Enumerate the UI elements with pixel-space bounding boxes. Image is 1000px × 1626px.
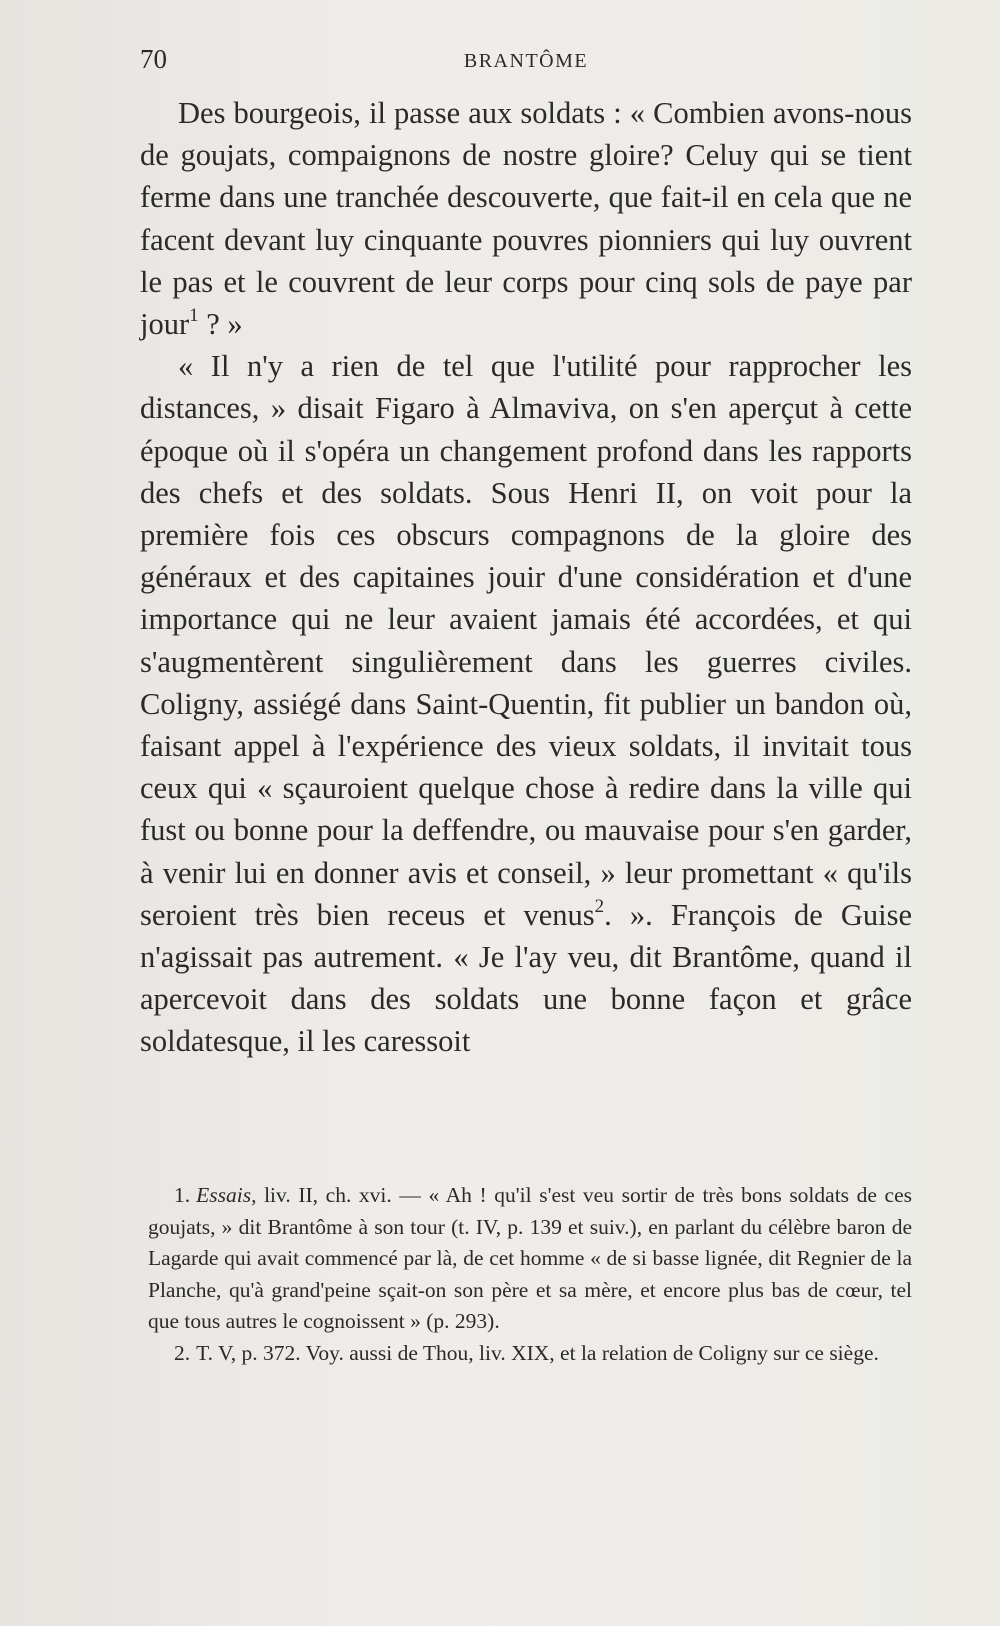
paragraph xyxy=(140,92,912,345)
footnote-source: Essais, xyxy=(196,1183,257,1207)
footnote xyxy=(148,1180,912,1338)
page-number: 70 xyxy=(140,44,167,74)
paragraph xyxy=(140,345,912,1062)
footnote-text: T. V, p. 372. Voy. aussi de Thou, liv. XIX, et la relation de Coligny sur ce siège. xyxy=(196,1340,879,1365)
running-head: BRANTÔME xyxy=(463,50,589,72)
footnotes xyxy=(148,1180,912,1369)
paragraph-text: « Il n'y a rien de tel que l'utilité pour rapprocher les distances, » disait Figaro à Almaviva, on s'en aperçut à cette époque où il s'opéra un changement profond dans les rapports des chefs et des soldats. Sous Henri II, on voit pour la première fois ces obscurs compagnons de la gloire des généraux et des capitaines jouir d'une considération et d'une importance qui ne leur avaient jamais été accordées, et qui s'augmentèrent singulièrement dans les guerres civiles. Coligny, assiégé dans Saint-Quentin, fit publier un bandon où, faisant appel à l'expérience des vieux soldats, il invitait tous ceux qui « sçauroient quelque chose à redire dans la ville qui fust ou bonne pour la deffendre, ou mauvaise pour s'en garder, à venir lui en donner avis et conseil, » leur promettant « qu'ils seroient très bien receus et venus xyxy=(140,349,912,932)
footnote-text: liv. II, ch. xvi. — « Ah ! qu'il s'est veu sortir de très bons soldats de ces goujats, » dit Brantôme à son tour (t. IV, p. 139 et suiv.), en parlant du célèbre baron de Lagarde qui avait commencé par là, de cet homme « de si basse lignée, dit Regnier de la Planche, qu'à grand'peine sçait-on son père et sa mère, et encore plus bas de cœur, tel que tous autres le cognoissent » (p. 293). xyxy=(148,1183,912,1333)
paragraph-text: . ». François de Guise n'agissait pas autrement. « Je l'ay veu, dit Brantôme, quand il apercevoit dans des soldats une bonne façon et grâce soldatesque, il les caressoit xyxy=(140,897,913,1059)
footnote-ref: 2 xyxy=(594,895,605,917)
footnote-number: 2. xyxy=(174,1340,191,1365)
page-header xyxy=(140,44,912,84)
footnote-number: 1. xyxy=(174,1183,191,1207)
paragraph-text: ? » xyxy=(198,307,243,342)
footnote-ref: 1 xyxy=(189,304,199,326)
paragraph-text: Des bourgeois, il passe aux soldats : « Combien avons-nous de goujats, compaignons de nostre gloire? Celuy qui se tient ferme dans une tranchée descouverte, que fait-il en cela que ne facent devant luy cinquante pouvres pionniers qui luy ouvrent le pas et le couvrent de leur corps pour cinq sols de paye par jour xyxy=(140,96,912,342)
main-text xyxy=(140,92,912,1063)
footnote xyxy=(148,1338,912,1370)
